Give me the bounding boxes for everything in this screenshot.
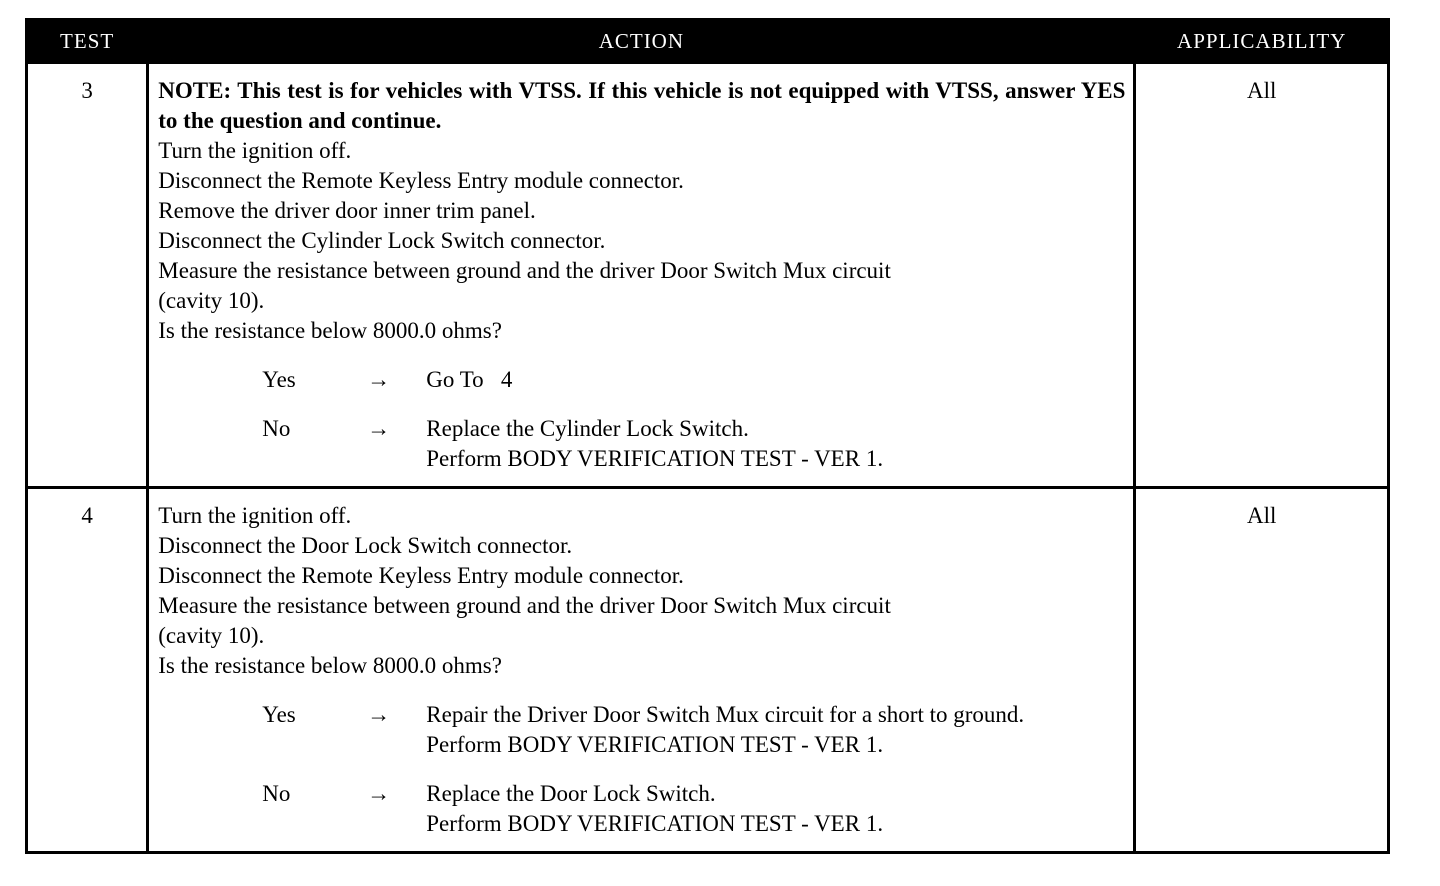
step-line: Turn the ignition off. [158, 503, 352, 528]
table-header [27, 20, 1389, 63]
arrow-right-icon: → [367, 367, 391, 392]
step-line: Disconnect the Door Lock Switch connector. [158, 533, 573, 558]
answer-text [426, 414, 1125, 474]
step-line: (cavity 10). [158, 623, 265, 648]
step-line: Remove the driver door inner trim panel. [158, 198, 536, 223]
answer-no [158, 414, 1125, 474]
test-number: 4 [27, 488, 148, 853]
step-line: (cavity 10). [158, 288, 265, 313]
table-row [27, 63, 1389, 488]
answer-line: Replace the Cylinder Lock Switch. [426, 416, 749, 441]
answer-yes [158, 365, 1125, 395]
answer-no [158, 779, 1125, 839]
answer-label: No [262, 781, 291, 806]
step-line: Is the resistance below 8000.0 ohms? [158, 318, 502, 343]
note-text: NOTE: This test is for vehicles with VTSS. If this vehicle is not equipped with VTSS, answer YES to the question and continue. [158, 78, 1126, 133]
answer-label: Yes [262, 702, 296, 727]
answer-text [426, 365, 1125, 395]
header-test: TEST [27, 20, 148, 63]
action-cell [148, 488, 1135, 853]
answer-yes [158, 700, 1125, 760]
answer-list [158, 365, 1125, 474]
arrow-right-icon: → [367, 781, 391, 806]
table-row [27, 488, 1389, 853]
answer-line: Repair the Driver Door Switch Mux circuit for a short to ground. [426, 702, 1025, 727]
answer-label: Yes [262, 367, 296, 392]
test-number: 3 [27, 63, 148, 488]
applicability-value: All [1135, 63, 1389, 488]
answer-line: Replace the Door Lock Switch. [426, 781, 716, 806]
header-action: ACTION [148, 20, 1135, 63]
answer-text [426, 779, 1125, 839]
step-line: Is the resistance below 8000.0 ohms? [158, 653, 502, 678]
header-applicability: APPLICABILITY [1135, 20, 1389, 63]
step-line: Disconnect the Cylinder Lock Switch connector. [158, 228, 606, 253]
answer-line: Go To 4 [426, 367, 513, 392]
step-line: Measure the resistance between ground and the driver Door Switch Mux circuit [158, 593, 891, 618]
arrow-right-icon: → [367, 702, 391, 727]
step-line: Disconnect the Remote Keyless Entry module connector. [158, 563, 684, 588]
answer-text [426, 700, 1125, 760]
step-line: Disconnect the Remote Keyless Entry module connector. [158, 168, 684, 193]
answer-line: Perform BODY VERIFICATION TEST - VER 1. [426, 811, 884, 836]
step-line: Turn the ignition off. [158, 138, 352, 163]
answer-line: Perform BODY VERIFICATION TEST - VER 1. [426, 732, 884, 757]
answer-label: No [262, 416, 291, 441]
diagnostic-test-table [25, 18, 1390, 854]
applicability-value: All [1135, 488, 1389, 853]
arrow-right-icon: → [367, 416, 391, 441]
answer-list [158, 700, 1125, 839]
answer-line: Perform BODY VERIFICATION TEST - VER 1. [426, 446, 884, 471]
step-line: Measure the resistance between ground and the driver Door Switch Mux circuit [158, 258, 891, 283]
action-cell [148, 63, 1135, 488]
